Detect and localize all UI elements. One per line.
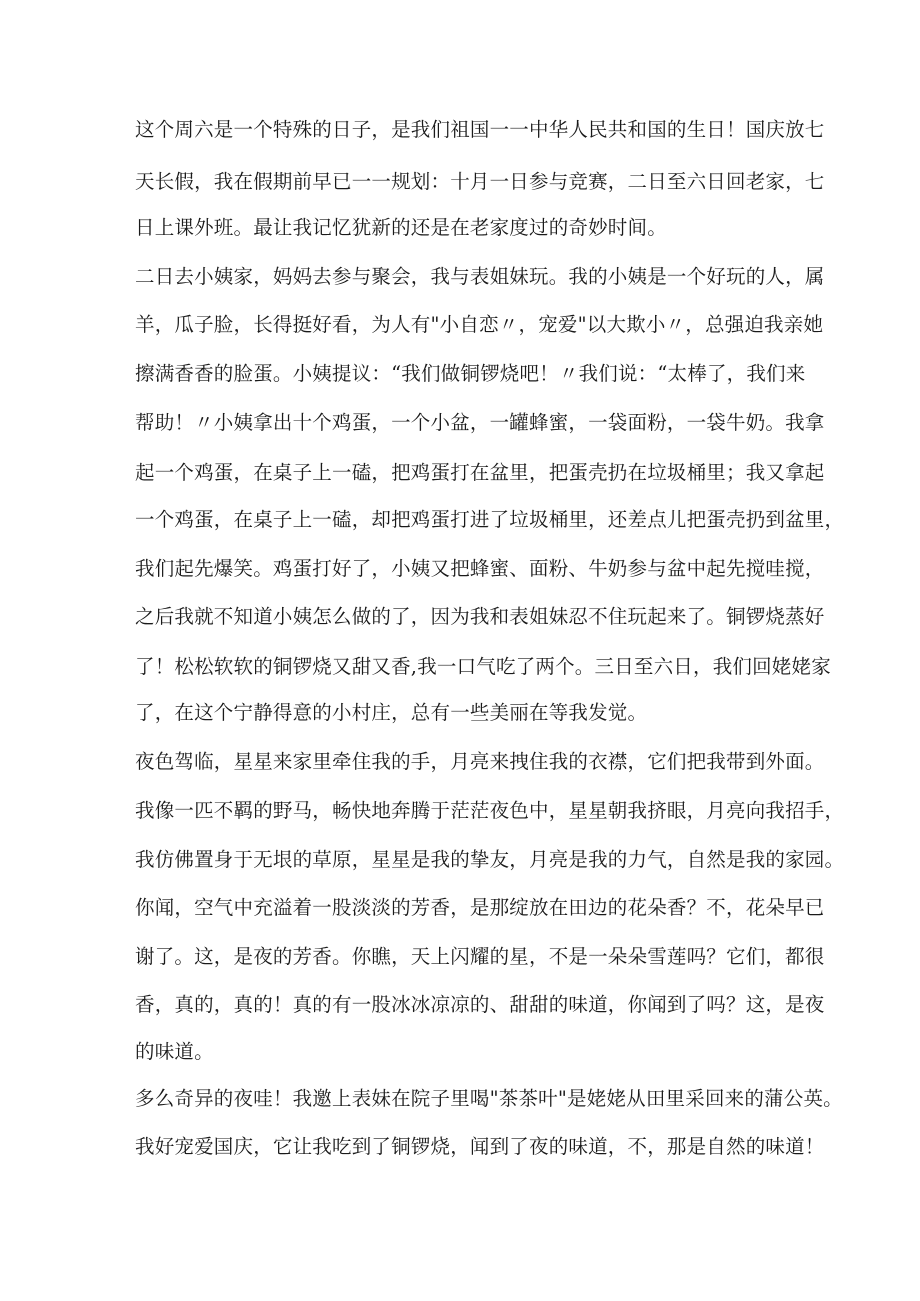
- text-line: 这个周六是一个特殊的日子，是我们祖国一一中华人民共和国的生日！国庆放七: [135, 118, 825, 141]
- text-line: 我好宠爱国庆，它让我吃到了铜锣烧，闻到了夜的味道，不，那是自然的味道！: [135, 1135, 825, 1158]
- text-line: 多么奇异的夜哇！我邀上表妹在院子里喝"茶茶叶"是姥姥从田里采回来的蒲公英。: [135, 1087, 843, 1110]
- text-line: 我像一匹不羁的野马，畅快地奔腾于茫茫夜色中，星星朝我挤眼，月亮向我招手，: [135, 799, 845, 822]
- text-line: 了，在这个宁静得意的小村庄，总有一些美丽在等我发觉。: [135, 701, 648, 724]
- text-line: 了！松松软软的铜锣烧又甜又香,我一口气吃了两个。三日至六日，我们回姥姥家: [135, 655, 831, 678]
- text-line: 二日去小姨家，妈妈去参与聚会，我与表姐妹玩。我的小姨是一个好玩的人，属: [135, 265, 825, 288]
- text-line: 羊，瓜子脸，长得挺好看，为人有"小自恋〃，宠爱"以大欺小〃，总强迫我亲她: [135, 313, 824, 336]
- text-line: 一个鸡蛋，在桌子上一磕，却把鸡蛋打进了垃圾桶里，还差点儿把蛋壳扔到盆里，: [135, 508, 845, 531]
- text-line: 日上课外班。最让我记忆犹新的还是在老家度过的奇妙时间。: [135, 216, 667, 239]
- text-line: 帮助！〃小姨拿出十个鸡蛋，一个小盆，一罐蜂蜜，一袋面粉，一袋牛奶。我拿: [135, 411, 825, 434]
- text-line: 我们起先爆笑。鸡蛋打好了，小姨又把蜂蜜、面粉、牛奶参与盆中起先搅哇搅，: [135, 557, 825, 580]
- text-line: 之后我就不知道小姨怎么做的了，因为我和表姐妹忍不住玩起来了。铜锣烧蒸好: [135, 605, 825, 628]
- text-line: 擦满香香的脸蛋。小姨提议：“我们做铜锣烧吧！〃我们说：“太棒了，我们来: [135, 362, 806, 385]
- text-line: 我仿佛置身于无垠的草原，星星是我的挚友，月亮是我的力气，自然是我的家园。: [135, 848, 845, 871]
- text-line: 香，真的，真的！真的有一股冰冰凉凉的、甜甜的味道，你闻到了吗？这，是夜: [135, 993, 825, 1016]
- text-line: 你闻，空气中充溢着一股淡淡的芳香，是那绽放在田边的花朵香？不，花朵早已: [135, 896, 825, 919]
- text-line: 谢了。这，是夜的芳香。你瞧，天上闪耀的星，不是一朵朵雪莲吗？它们，都很: [135, 945, 825, 968]
- text-line: 天长假，我在假期前早已一一规划：十月一日参与竞赛，二日至六日回老家，七: [135, 170, 825, 193]
- text-line: 的味道。: [135, 1040, 214, 1063]
- text-line: 起一个鸡蛋，在桌子上一磕，把鸡蛋打在盆里，把蛋壳扔在垃圾桶里；我又拿起: [135, 461, 825, 484]
- text-line: 夜色驾临，星星来家里牵住我的手，月亮来拽住我的衣襟，它们把我带到外面。: [135, 750, 825, 773]
